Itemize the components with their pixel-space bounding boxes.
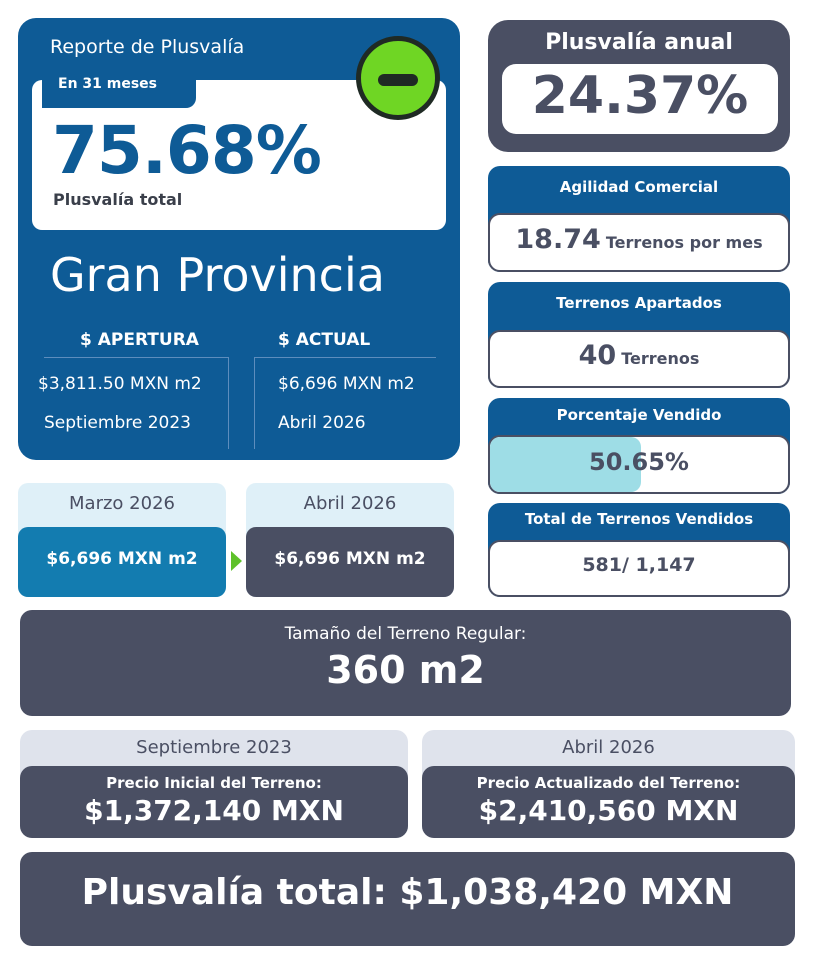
lot-size-value: 360 m2: [326, 648, 485, 692]
agility-value: 18.74: [515, 224, 601, 255]
sold-percent-title: Porcentaje Vendido: [556, 406, 722, 424]
total-sold-title: Total de Terrenos Vendidos: [524, 510, 754, 528]
agility-unit: Terrenos por mes: [605, 233, 763, 252]
divider: [254, 357, 436, 358]
reserved-unit: Terrenos: [621, 349, 700, 368]
actual-title: $ ACTUAL: [278, 330, 371, 350]
updated-price-value: $2,410,560 MXN: [478, 794, 739, 827]
apertura-title: $ APERTURA: [80, 330, 199, 350]
divider: [254, 357, 255, 449]
updated-date: Abril 2026: [562, 737, 655, 758]
divider: [44, 357, 228, 358]
annual-appreciation-title: Plusvalía anual: [545, 30, 733, 55]
total-sold-value: 581/ 1,147: [582, 554, 696, 576]
lot-size-label: Tamaño del Terreno Regular:: [284, 624, 527, 644]
previous-month-price: $6,696 MXN m2: [18, 527, 226, 597]
updated-price-label: Precio Actualizado del Terreno:: [476, 774, 741, 792]
actual-price: $6,696 MXN m2: [278, 374, 415, 394]
sold-percent-value: 50.65%: [589, 448, 689, 476]
divider: [228, 357, 229, 449]
reserved-value: 40: [578, 340, 617, 371]
development-name: Gran Provincia: [50, 248, 385, 302]
initial-date: Septiembre 2023: [136, 737, 292, 758]
total-appreciation-value: 75.68%: [52, 112, 321, 189]
actual-date: Abril 2026: [278, 413, 366, 433]
minus-circle-icon: [356, 36, 440, 120]
initial-price-label: Precio Inicial del Terreno:: [106, 774, 322, 792]
agility-content: [488, 224, 790, 255]
previous-month-label: Marzo 2026: [69, 493, 175, 514]
current-month-price: $6,696 MXN m2: [246, 527, 454, 597]
arrow-right-icon: [231, 551, 242, 571]
report-title: Reporte de Plusvalía: [50, 36, 245, 58]
agility-title: Agilidad Comercial: [559, 178, 719, 196]
period-tab: En 31 meses: [42, 70, 196, 108]
reserved-title: Terrenos Apartados: [556, 294, 722, 312]
total-gain-text: Plusvalía total: $1,038,420 MXN: [81, 872, 734, 913]
total-appreciation-label: Plusvalía total: [53, 190, 183, 209]
apertura-date: Septiembre 2023: [44, 413, 191, 433]
initial-price-value: $1,372,140 MXN: [84, 794, 344, 827]
apertura-price: $3,811.50 MXN m2: [38, 374, 202, 394]
current-month-label: Abril 2026: [303, 493, 397, 514]
annual-appreciation-value: 24.37%: [531, 66, 749, 126]
reserved-content: [488, 340, 790, 371]
